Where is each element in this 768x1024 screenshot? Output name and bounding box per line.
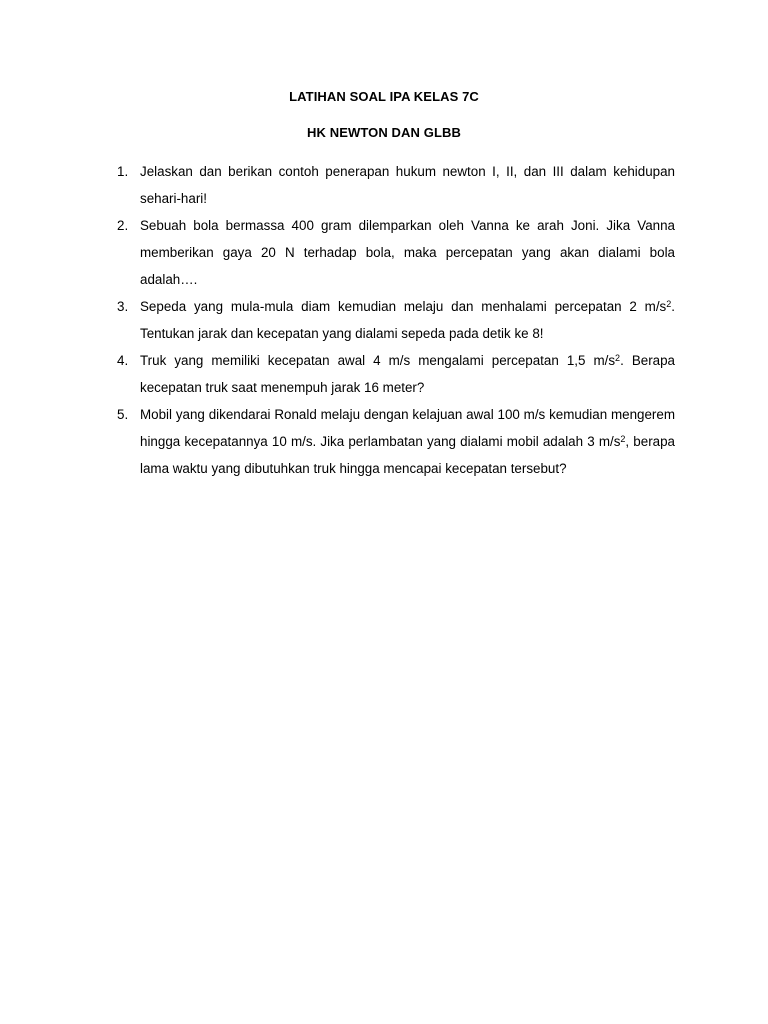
question-item-2 <box>100 212 675 293</box>
question-text: Truk yang memiliki kecepatan awal 4 m/s mengalami percepatan 1,5 $m/s^2$. Berapa kecepatan truk saat menempuh jarak 16 meter? <box>140 353 675 395</box>
document-title: LATIHAN SOAL IPA KELAS 7C <box>289 89 479 104</box>
question-list <box>100 158 675 482</box>
question-number: 2. <box>117 218 129 233</box>
question-number: 5. <box>117 407 129 422</box>
question-number: 1. <box>117 164 129 179</box>
question-item-3 <box>100 293 675 347</box>
document-subtitle: HK NEWTON DAN GLBB <box>307 125 461 140</box>
question-text: Jelaskan dan berikan contoh penerapan hukum newton I, II, dan III dalam kehidupan sehari-hari! <box>140 164 675 206</box>
superscript-exponent: 2 <box>666 299 672 309</box>
superscript-exponent: 2 <box>620 434 626 444</box>
question-text: Sebuah bola bermassa 400 gram dilemparkan oleh Vanna ke arah Joni. Jika Vanna memberikan gaya 20 N terhadap bola, maka percepatan yang akan dialami bola adalah…. <box>140 218 675 287</box>
question-item-5 <box>100 401 675 482</box>
question-item-4 <box>100 347 675 401</box>
question-text: Mobil yang dikendarai Ronald melaju dengan kelajuan awal 100 m/s kemudian mengerem hingga kecepatannya 10 m/s. Jika perlambatan yang dialami mobil adalah 3 $m/s^2$, berapa lama waktu yang dibutuhkan truk hingga mencapai kecepatan tersebut? <box>140 407 675 476</box>
question-item-1 <box>100 158 675 212</box>
question-number: 3. <box>117 299 129 314</box>
superscript-exponent: 2 <box>615 353 621 363</box>
question-text: Sepeda yang mula-mula diam kemudian melaju dan menhalami percepatan 2 $m/s^2$. Tentukan jarak dan kecepatan yang dialami sepeda pada detik ke 8! <box>140 299 675 341</box>
question-number: 4. <box>117 353 129 368</box>
